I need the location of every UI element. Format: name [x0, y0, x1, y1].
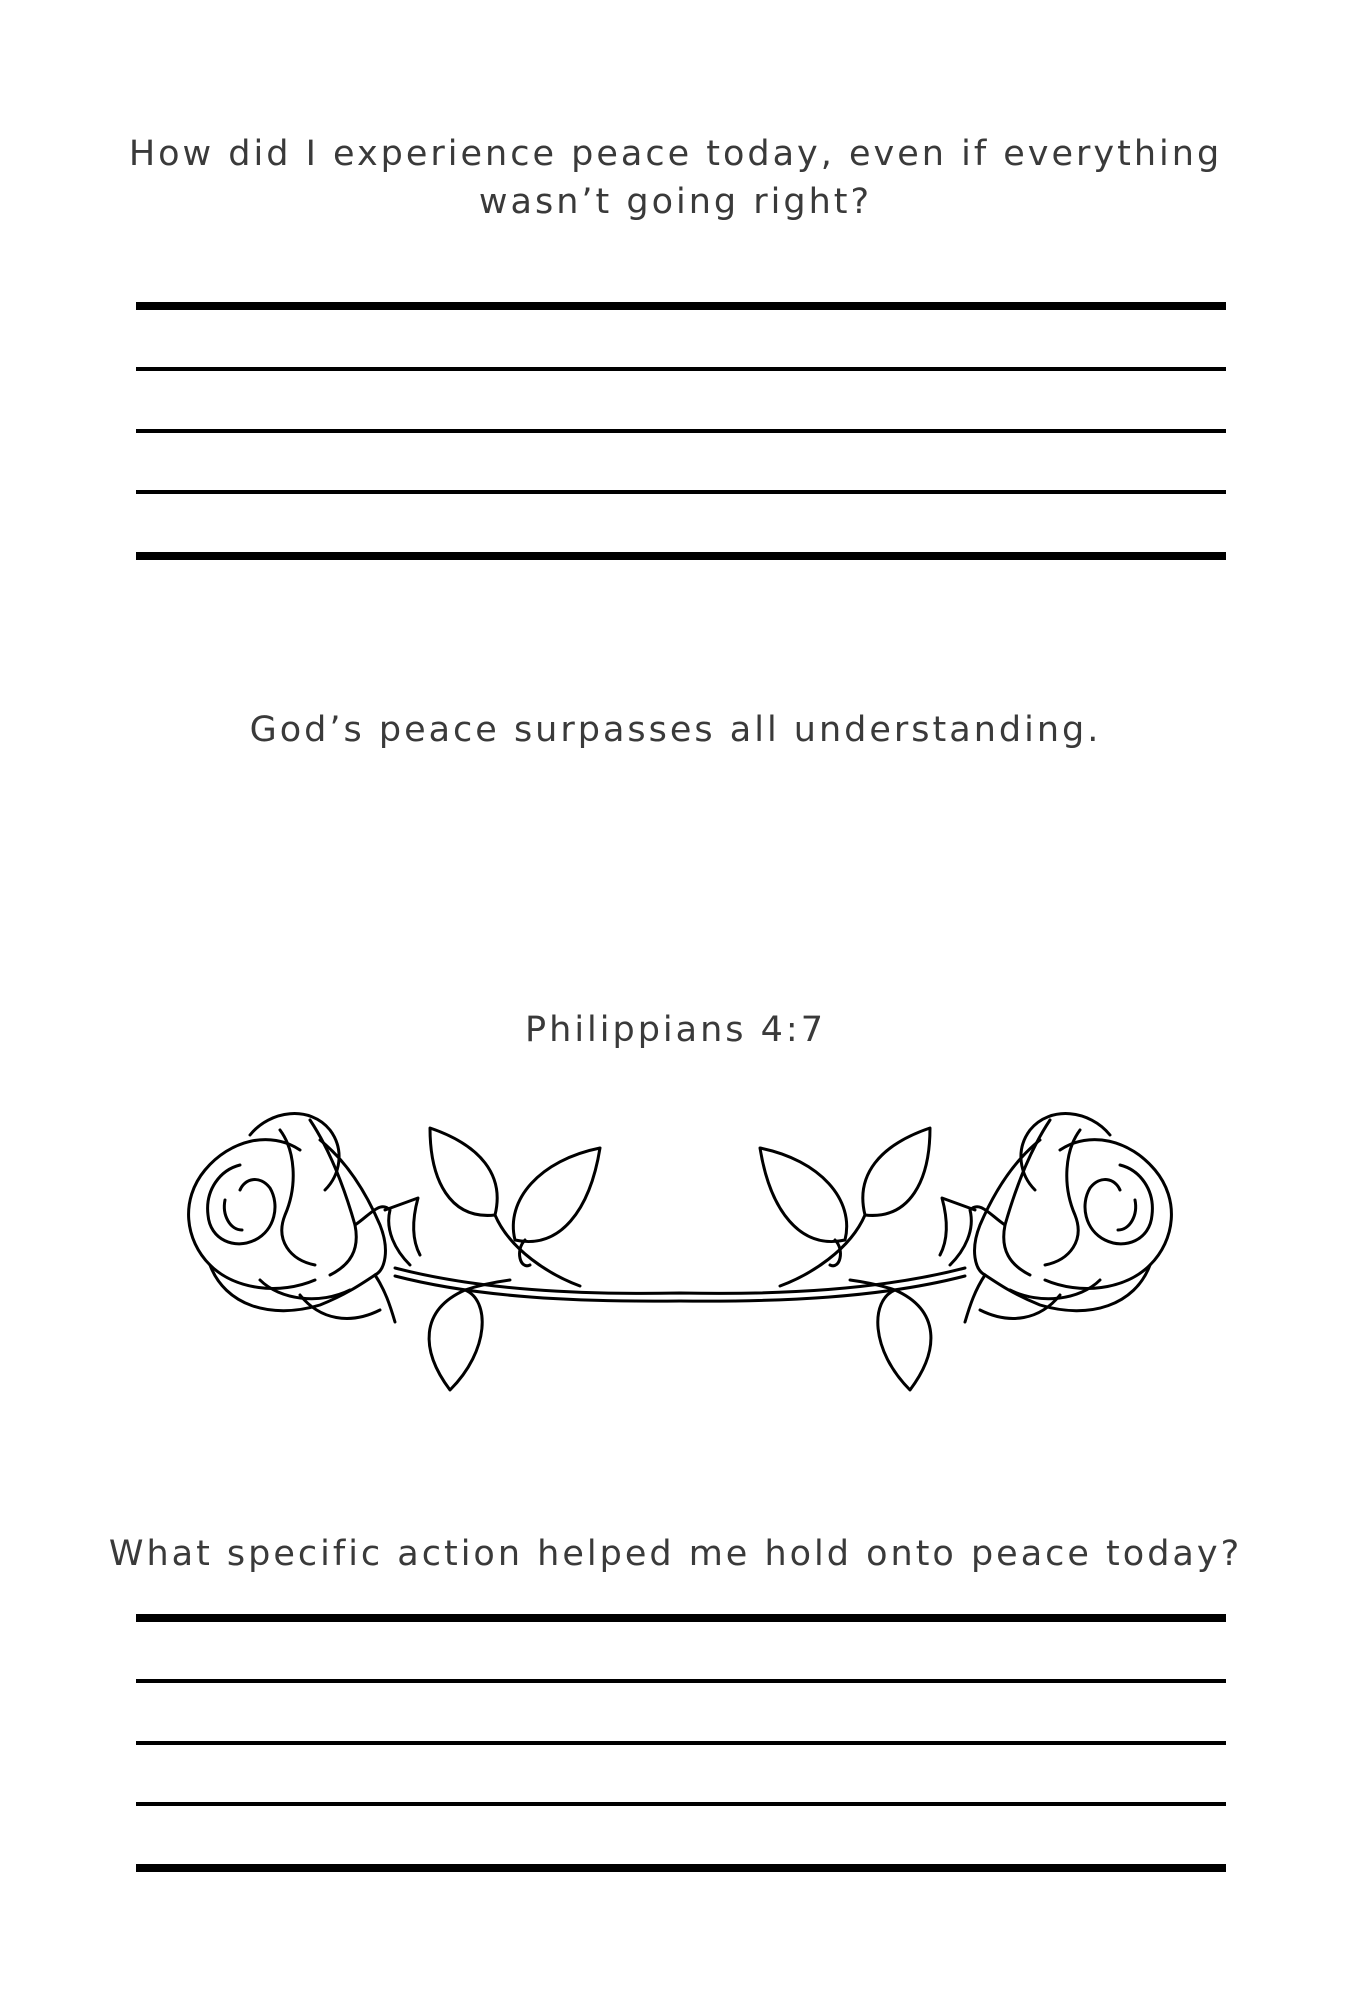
reflection-prompt-1-line1: How did I experience peace today, even if everything: [128, 134, 1223, 174]
writing-line: [136, 1802, 1226, 1806]
writing-line: [136, 490, 1226, 494]
reflection-prompt-2: What specific action helped me hold onto peace today?: [108, 1534, 1243, 1574]
writing-line: [136, 429, 1226, 433]
right-rose-icon: [940, 1114, 1171, 1322]
writing-line: [136, 367, 1226, 371]
writing-line: [136, 1679, 1226, 1683]
reflection-prompt-1: [0, 130, 1351, 226]
right-leaves-icon: [760, 1128, 931, 1390]
verse-quote: God’s peace surpasses all understanding.: [249, 710, 1102, 750]
writing-line: [136, 1864, 1226, 1872]
writing-line: [136, 302, 1226, 310]
left-leaves-icon: [429, 1128, 600, 1390]
verse-reference: Philippians 4:7: [525, 1010, 826, 1050]
writing-line: [136, 552, 1226, 560]
writing-line: [136, 1614, 1226, 1622]
writing-line: [136, 1741, 1226, 1745]
reflection-prompt-1-line2: wasn’t going right?: [478, 182, 873, 222]
roses-illustration-icon: [180, 1090, 1180, 1430]
left-rose-icon: [189, 1114, 420, 1322]
